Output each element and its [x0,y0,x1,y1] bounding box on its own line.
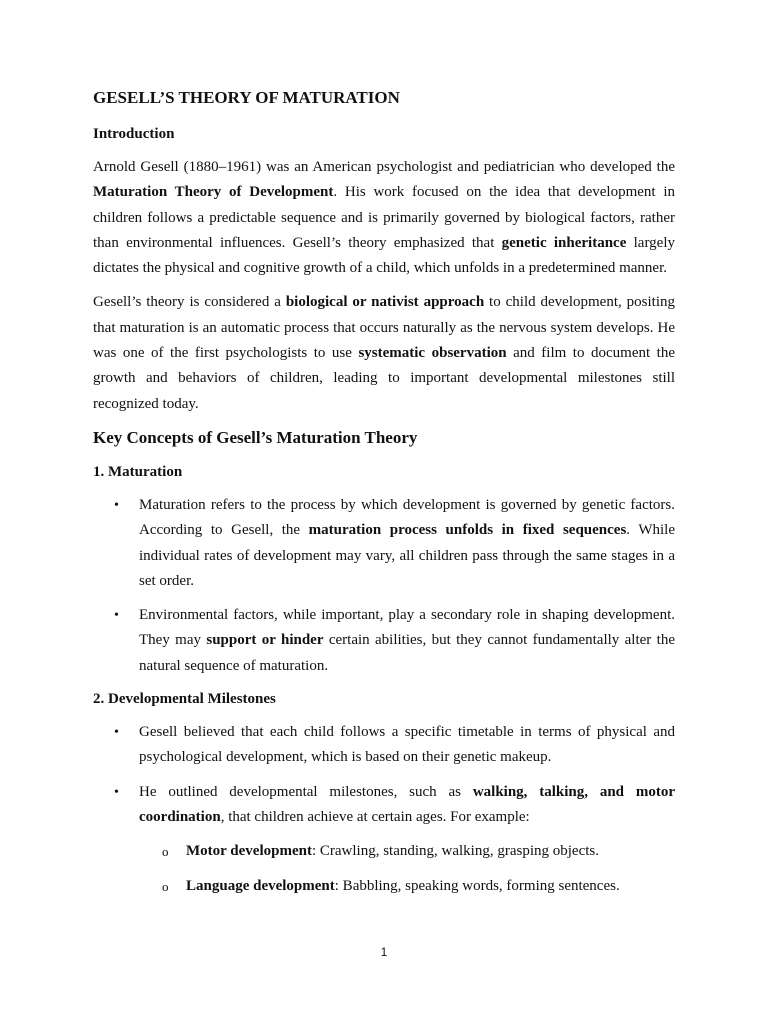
list-item: • Maturation refers to the process by which development is governed by genetic factors. According to Gesell, the maturation process unfolds in fixed sequences. While individual rates of development may vary, all children pass through the same stages in a set order. [93,493,675,594]
intro-paragraph-2: Gesell’s theory is considered a biological or nativist approach to child development, positing that maturation is an automatic process that occurs naturally as the nervous system develops. He was one of the first psychologists to use systematic observation and film to document the growth and behaviors of children, leading to important developmental milestones still recognized today. [93,294,675,412]
introduction-heading: Introduction [93,126,175,142]
bullet-icon: • [114,784,119,800]
list-item: • Environmental factors, while important, play a secondary role in shaping development. They may support or hinder certain abilities, but they cannot fundamentally alter the natural sequence of maturation. [93,603,675,679]
bullet-icon: • [114,608,119,624]
bullet-icon: • [114,725,119,741]
section-2-list [93,720,675,830]
milestone-sublist [93,839,675,899]
page-number: 1 [380,945,388,959]
document-page [93,86,675,908]
sub-list-item: o Language development: Babbling, speaking words, forming sentences. [93,874,675,899]
list-item: • He outlined developmental milestones, such as walking, talking, and motor coordination, that children achieve at certain ages. For example: [93,780,675,831]
list-item: • Gesell believed that each child follows a specific timetable in terms of physical and psychological development, which is based on their genetic makeup. [93,720,675,771]
section-1-list [93,493,675,679]
key-concepts-heading: Key Concepts of Gesell’s Maturation Theory [93,427,418,447]
circle-bullet-icon: o [162,878,169,894]
circle-bullet-icon: o [162,844,169,860]
section-2-heading: 2. Developmental Milestones [93,691,276,708]
bullet-icon: • [114,497,119,513]
sub-list-item: o Motor development: Crawling, standing, walking, grasping objects. [93,839,675,864]
intro-paragraph-1: Arnold Gesell (1880–1961) was an American psychologist and pediatrician who developed the Maturation Theory of Development. His work focused on the idea that development in children follows a predictable sequence and is primarily governed by biological factors, rather than environmental influences. Gesell’s theory emphasized that genetic inheritance largely dictates the physical and cognitive growth of a child, which unfolds in a predetermined manner. [93,159,676,277]
document-title: GESELL’S THEORY OF MATURATION [93,88,400,107]
section-1-heading: 1. Maturation [93,463,183,480]
